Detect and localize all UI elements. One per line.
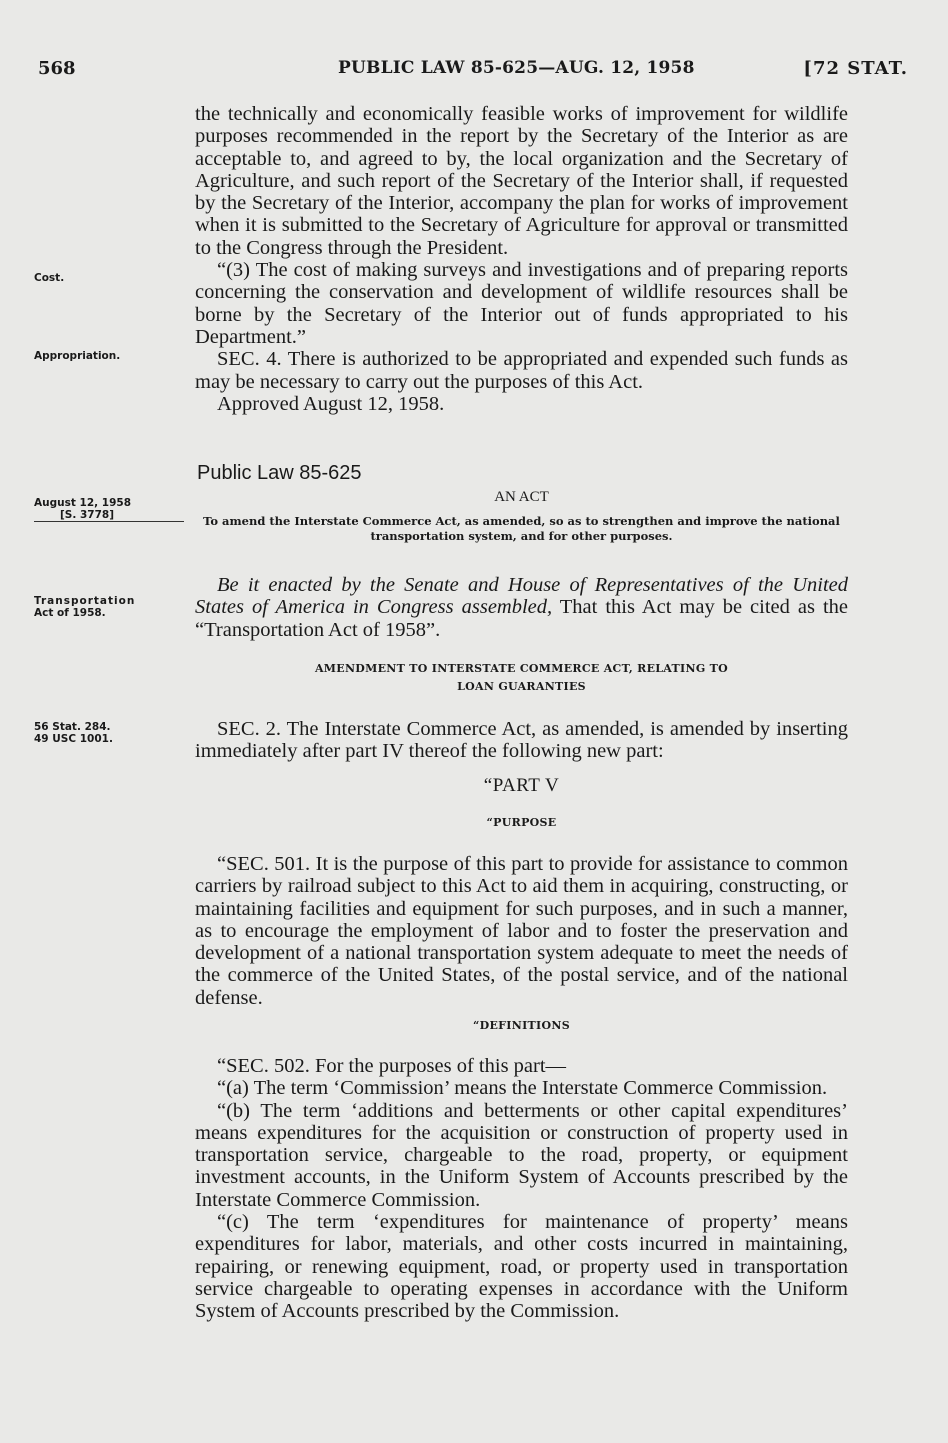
enacting-rest: That this Act may be cited as the “Transportation Act of 1958”. [195,596,848,641]
margin-date-line1: August 12, 1958 [34,497,131,509]
margin-note-transportation-act [34,595,184,619]
margin-note-date [34,497,184,521]
section-502 [195,1055,848,1323]
paragraph-sec4-text: SEC. 4. There is authorized to be appropriated and expended such funds as may be necessary to carry out the purposes of this Act. [195,348,848,393]
paragraph-sec4 [195,348,848,393]
margin-transport-line2: Act of 1958. [34,607,106,619]
amendment-heading: AMENDMENT TO INTERSTATE COMMERCE ACT, RELATING TO LOAN GUARANTIES [314,662,729,693]
margin-stat-line2: 49 USC 1001. [34,733,113,745]
section-2 [195,718,848,763]
an-act-heading: AN ACT [494,489,549,505]
margin-note-cost: Cost. [34,272,65,284]
paragraph-cost [195,259,848,348]
part-v-heading: “PART V [483,775,560,796]
enacting-italic: Be it enacted by the Senate and House of Representatives of the United States of America in Congress assembled, [195,574,848,619]
sec502-text: “SEC. 502. For the purposes of this part— [217,1055,567,1077]
sec2-paragraph [195,718,848,763]
sec2-text: SEC. 2. The Interstate Commerce Act, as amended, is amended by inserting immediately after part IV thereof the following new part: [195,718,848,763]
margin-transport-line1: Transportation [34,595,136,607]
purpose-heading: “PURPOSE [486,816,557,829]
approved-date: Approved August 12, 1958. [217,392,445,415]
def-b-text: “(b) The term ‘additions and betterments or other capital expenditures’ means expenditures for the acquisition or construction of property used in transportation service, chargeable to the road, property, or equipment investment accounts, in the Uniform System of Accounts prescribed by the Interstate Commerce Commission. [195,1099,848,1211]
sec502-paragraph [195,1055,848,1077]
def-c-text: “(c) The term ‘expenditures for maintenance of property’ means expenditures for labor, materials, and other costs incurred in maintaining, repairing, or renewing equipment, road, or property used in transportation service chargeable to operating expenses in accordance with the Uniform System of Accounts prescribed by the Commission. [195,1211,848,1323]
sec501-text: “SEC. 501. It is the purpose of this part to provide for assistance to common carriers by railroad subject to this Act to aid them in acquiring, constructing, or maintaining facilities and equipment for such purposes, and in such a manner, as to encourage the employment of labor and to foster the preservation and development of a national transportation system adequate to meet the needs of the commerce of the United States, of the postal service, and of the national defense. [195,853,848,1009]
act-title: To amend the Interstate Commerce Act, as amended, so as to strengthen and improve the national transportation system, and for other purposes. [203,514,840,543]
enacting-clause [195,574,848,641]
def-a-text: “(a) The term ‘Commission’ means the Interstate Commerce Commission. [217,1077,828,1100]
section-501 [195,853,848,1009]
body-column-top [195,103,848,415]
page-header [38,58,908,84]
page-number: 568 [38,58,76,79]
statute-reference: [72 STAT. [803,58,908,79]
definitions-heading: “DEFINITIONS [473,1019,570,1032]
running-title: PUBLIC LAW 85-625—AUG. 12, 1958 [338,58,695,78]
enacting-paragraph [195,574,848,641]
margin-date-line2: [S. 3778] [60,509,115,521]
def-b-paragraph [195,1100,848,1211]
public-law-title: Public Law 85-625 [197,462,362,484]
def-c-paragraph [195,1211,848,1322]
paragraph-approved [195,393,848,415]
paragraph-continuation: the technically and economically feasible works of improvement for wildlife purposes recommended in the report by the Secretary of the Interior as are acceptable to, and agreed to by, the local organization and the Secretary of Agriculture, and such report of the Secretary of the Interior shall, if requested by the Secretary of the Interior, accompany the plan for works of improvement when it is submitted to the Secretary of Agriculture for approval or transmitted to the Congress through the President. [195,103,848,259]
margin-note-statute [34,721,184,745]
margin-stat-line1: 56 Stat. 284. [34,721,111,733]
margin-rule [34,521,184,522]
def-a-paragraph [195,1077,848,1099]
margin-note-appropriation: Appropriation. [34,350,121,362]
paragraph-cost-text: “(3) The cost of making surveys and investigations and of preparing reports concerning the conservation and development of wildlife resources shall be borne by the Secretary of the Interior out of funds appropriated to his Department.” [195,259,848,348]
sec501-paragraph [195,853,848,1009]
